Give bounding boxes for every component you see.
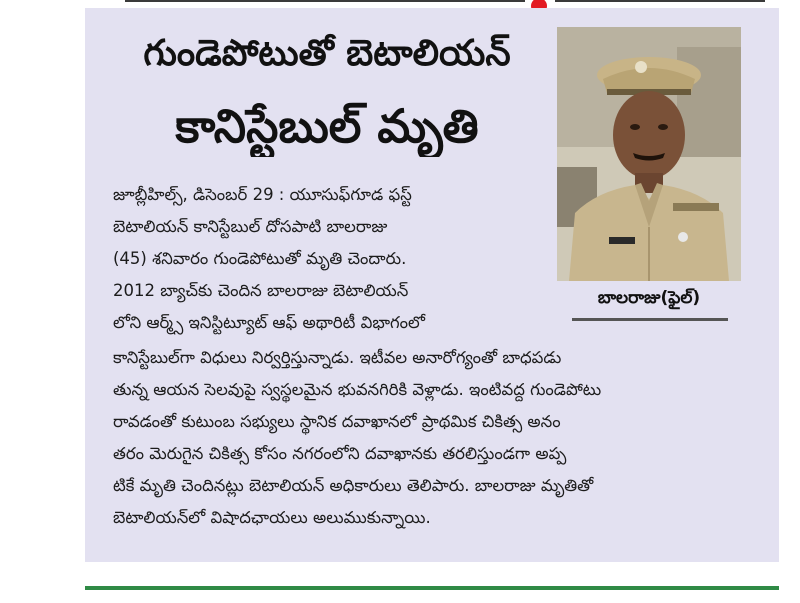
body-line: రావడంతో కుటుంబ సభ్యులు స్థానిక దవాఖానలో ప్రాథమిక చికిత్స అనం <box>113 412 561 431</box>
body-line: తున్న ఆయన సెలవుపై స్వస్థలమైన భువనగిరికి వెళ్లాడు. ఇంటివద్ద గుండెపోటు <box>113 380 602 399</box>
body-line: జూబ్లీహిల్స్, డిసెంబర్ 29 : యూసుఫ్‌గూడ ఫస్ట్ <box>113 185 412 204</box>
body-line: టికే మృతి చెందినట్లు బెటాలియన్ అధికారులు తెలిపారు. బాలరాజు మృతితో <box>113 476 594 495</box>
body-line: లోని ఆర్మ్స్ ఇనిస్టిట్యూట్ ఆఫ్ అథారిటీ విభాగంలో <box>113 313 426 332</box>
body-line: 2012 బ్యాచ్‌కు చెందిన బాలరాజు బెటాలియన్ <box>113 281 409 300</box>
body-line: బెటాలియన్‌లో విషాదఛాయలు అలుముకున్నాయి. <box>113 508 431 527</box>
photo-caption: బాలరాజు(ఫైల్) <box>597 288 701 308</box>
top-rule-right <box>555 0 765 2</box>
caption-underline <box>572 318 728 321</box>
body-line: (45) శనివారం గుండెపోటుతో మృతి చెందారు. <box>113 249 407 268</box>
top-rule <box>125 0 525 2</box>
body-line: బెటాలియన్ కానిస్టేబుల్ దోసపాటి బాలరాజు <box>113 217 388 236</box>
body-line: కానిస్టేబుల్‌గా విధులు నిర్వర్తిస్తున్నాడు. ఇటీవల అనారోగ్యంతో బాధపడు <box>113 348 562 367</box>
body-line: తరం మెరుగైన చికిత్స కోసం నగరంలోని దవాఖానకు తరలిస్తుండగా అప్ప <box>113 444 567 463</box>
bottom-rule <box>85 586 779 590</box>
constable-photo <box>557 27 741 281</box>
headline-line-1: గుండెపోటుతో బెటాలియన్ <box>143 33 511 74</box>
portrait-illustration <box>557 27 741 281</box>
headline-line-2: కానిస్టేబుల్ మృతి <box>175 99 479 153</box>
